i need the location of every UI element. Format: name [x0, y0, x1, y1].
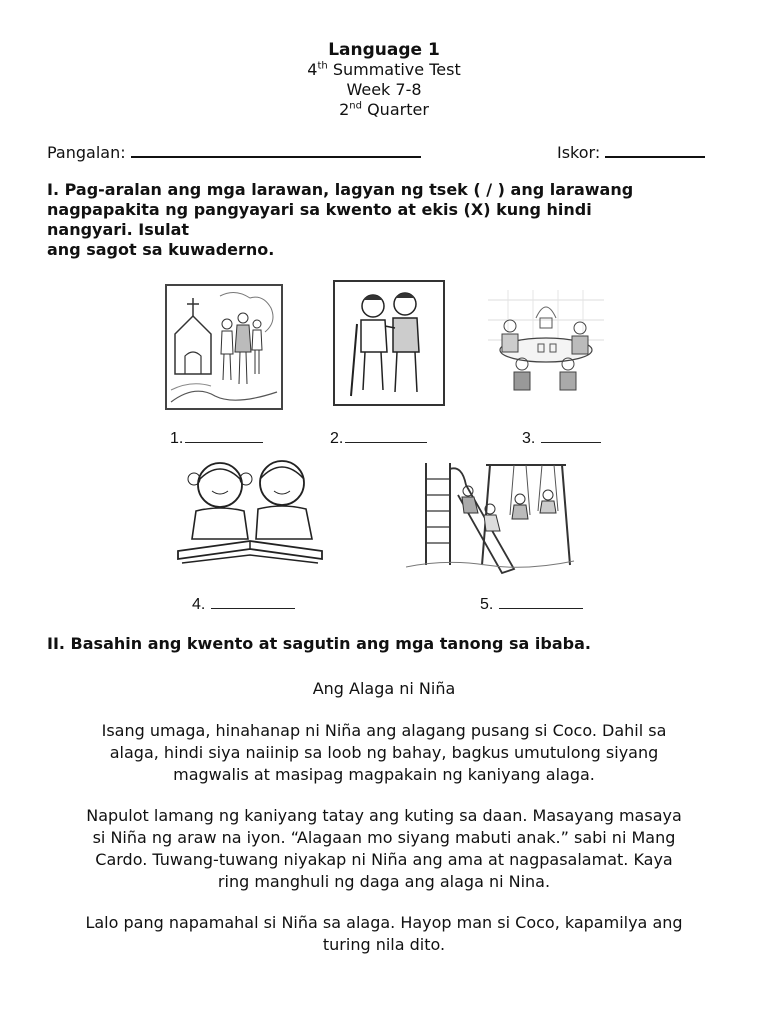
name-blank[interactable] — [131, 142, 421, 158]
story-line: ring manghuli ng daga ang alaga ni Nina. — [217, 872, 551, 891]
story-line: turing nila dito. — [322, 935, 446, 954]
instruction-line: ang sagot sa kuwaderno. — [47, 240, 275, 259]
story-line: si Niña ng araw na iyon. “Alagaan mo siyang mabuti anak.” sabi ni Mang — [92, 828, 676, 847]
answer-blank[interactable] — [345, 430, 427, 443]
item-number: 3. — [522, 430, 536, 447]
part2-instruction: II. Basahin ang kwento at sagutin ang mga tanong sa ibaba. — [47, 634, 591, 653]
name-field — [47, 142, 421, 162]
answer-blank[interactable] — [185, 430, 263, 443]
family-dinner-picture — [488, 290, 604, 392]
item-3-label — [522, 430, 601, 448]
answer-blank[interactable] — [211, 596, 295, 609]
story-line: magwalis at masipag magpakain ng kaniyang alaga. — [173, 765, 595, 784]
story-line: Napulot lamang ng kaniyang tatay ang kuting sa daan. Masayang masaya — [86, 806, 682, 825]
story-line: alaga, hindi siya naiinip sa loob ng bahay, bagkus umutulong siyang — [109, 743, 659, 762]
quarter-label: Quarter — [367, 100, 429, 119]
church-family-picture — [165, 284, 283, 410]
item-number: 4. — [192, 596, 206, 613]
answer-blank[interactable] — [499, 596, 583, 609]
score-blank[interactable] — [605, 142, 705, 158]
story-line: Lalo pang napamahal si Niña sa alaga. Hayop man si Coco, kapamilya ang — [85, 913, 683, 932]
children-reading-picture — [172, 455, 328, 571]
part1-instruction — [47, 180, 737, 260]
document-title: Language 1 — [328, 40, 440, 60]
week-line: Week 7-8 — [346, 80, 422, 99]
item-1-label — [170, 430, 263, 448]
story-line: Isang umaga, hinahanap ni Niña ang alagang pusang si Coco. Dahil sa — [101, 721, 667, 740]
quarter-line — [0, 100, 768, 120]
item-number: 5. — [480, 596, 494, 613]
score-field — [557, 142, 705, 162]
test-suffix: th — [317, 60, 328, 72]
item-2-label — [330, 430, 427, 448]
story-paragraph-3 — [40, 912, 728, 956]
name-label: Pangalan: — [47, 143, 126, 162]
story-title: Ang Alaga ni Niña — [312, 679, 456, 698]
item-4-label — [192, 596, 295, 614]
instruction-line: nagpapakita ng pangyayari sa kwento at ekis (X) kung hindi — [47, 200, 592, 219]
story-paragraph-1 — [40, 720, 728, 786]
friends-helping-picture — [333, 280, 445, 406]
item-5-label — [480, 596, 583, 614]
score-label: Iskor: — [557, 143, 601, 162]
test-label: Summative Test — [332, 60, 461, 79]
quarter-suffix: nd — [349, 100, 362, 112]
story-paragraph-2 — [40, 805, 728, 893]
instruction-line: nangyari. Isulat — [47, 220, 190, 239]
item-number: 1. — [170, 430, 184, 447]
answer-blank[interactable] — [541, 430, 601, 443]
test-line — [0, 60, 768, 80]
instruction-line: I. Pag-aralan ang mga larawan, lagyan ng tsek ( / ) ang larawang — [47, 180, 634, 199]
item-number: 2. — [330, 430, 344, 447]
quarter-number: 2 — [339, 100, 350, 119]
story-line: Cardo. Tuwang-tuwang niyakap ni Niña ang ama at nagpasalamat. Kaya — [95, 850, 673, 869]
playground-picture — [406, 455, 576, 579]
test-number: 4 — [307, 60, 318, 79]
document-header — [0, 40, 768, 120]
